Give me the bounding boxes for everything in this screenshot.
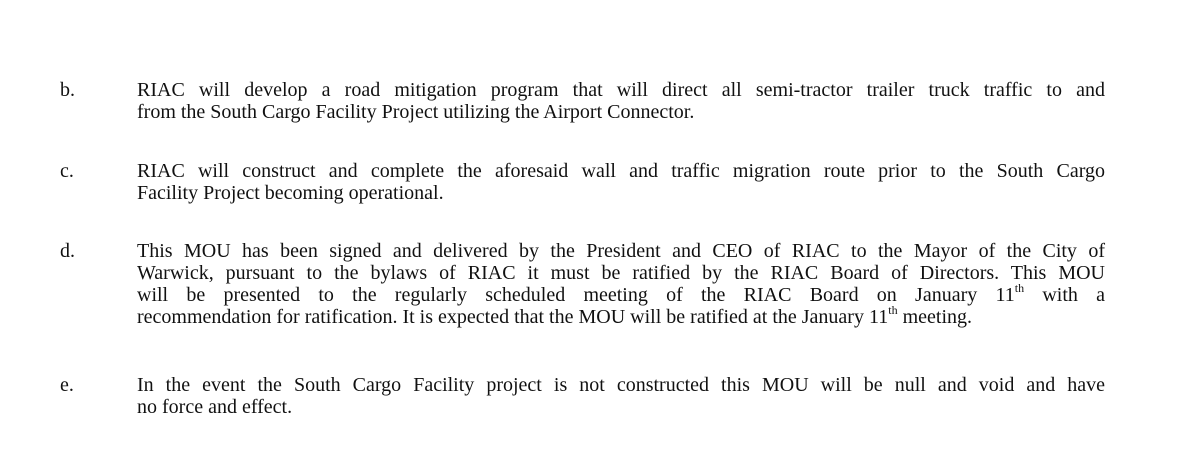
item-d-line-3-text: will be presented to the regularly scheduled meeting of the RIAC Board on January 11 <box>137 284 1015 306</box>
item-d-line-3-tail: with a <box>1024 284 1106 306</box>
ordinal-suffix: th <box>1014 281 1025 296</box>
item-text-e <box>137 374 1105 418</box>
item-text-c <box>137 160 1105 204</box>
item-d-line-2: Warwick, pursuant to the bylaws of RIAC it must be ratified by the RIAC Board of Directors. This MOU <box>137 262 1105 284</box>
item-c-line-1: RIAC will construct and complete the aforesaid wall and traffic migration route prior to the South Cargo <box>137 160 1105 182</box>
item-label-e: e. <box>60 374 74 396</box>
item-c-line-2: Facility Project becoming operational. <box>137 182 444 204</box>
ordinal-suffix: th <box>888 303 898 318</box>
item-label-c: c. <box>60 160 74 182</box>
item-b-line-1: RIAC will develop a road mitigation program that will direct all semi-tractor trailer truck traffic to and <box>137 79 1105 101</box>
item-d-line-1: This MOU has been signed and delivered by the President and CEO of RIAC to the Mayor of the City of <box>137 240 1105 262</box>
item-label-b: b. <box>60 79 75 101</box>
item-e-line-1: In the event the South Cargo Facility project is not constructed this MOU will be null and void and have <box>137 374 1105 396</box>
item-d-line-4-text: recommendation for ratification. It is expected that the MOU will be ratified at the January 11 <box>137 306 889 328</box>
item-text-d <box>137 240 1105 328</box>
item-d-line-3 <box>137 281 1106 306</box>
item-e-line-2: no force and effect. <box>137 396 293 418</box>
item-d-line-4-tail: meeting. <box>897 306 973 328</box>
item-d-line-4 <box>137 303 1105 328</box>
item-text-b <box>137 79 1105 123</box>
item-b-line-2: from the South Cargo Facility Project utilizing the Airport Connector. <box>137 101 695 123</box>
item-label-d: d. <box>60 240 75 262</box>
